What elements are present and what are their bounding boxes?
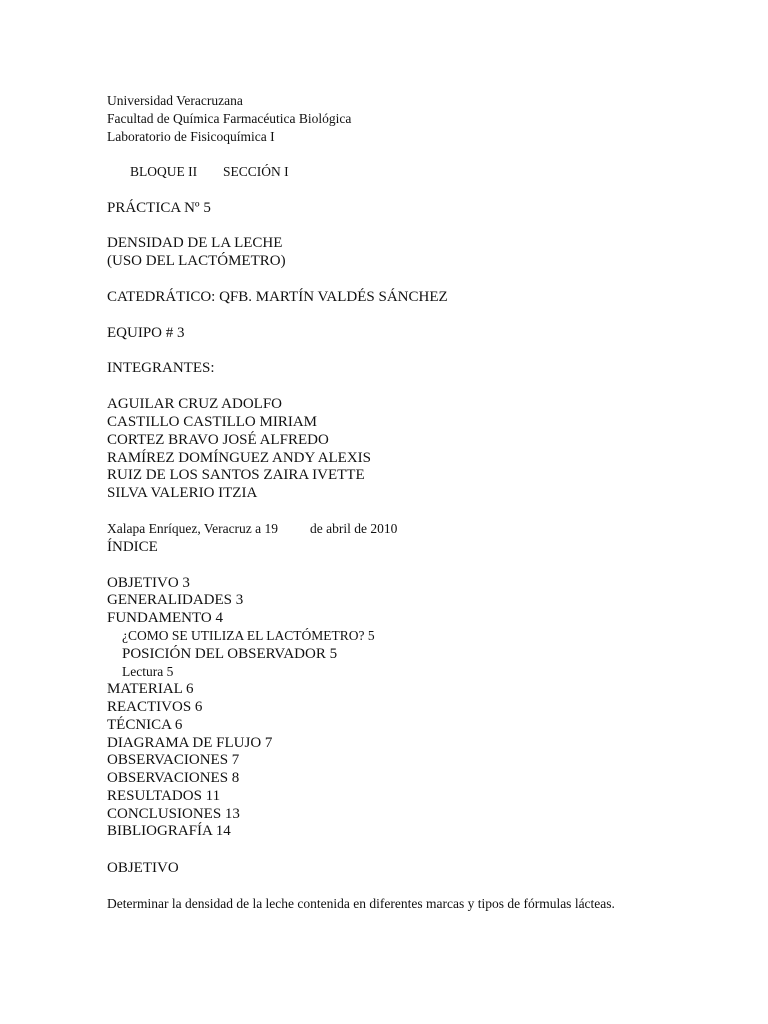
index-item: OBJETIVO 3 [107,575,190,591]
member-name: RUIZ DE LOS SANTOS ZAIRA IVETTE [107,467,365,483]
date-rest: de abril de 2010 [310,521,398,536]
title-line-1: DENSIDAD DE LA LECHE [107,235,283,251]
practice-number: PRÁCTICA Nº 5 [107,200,211,216]
bloque-label: BLOQUE II [130,164,198,179]
index-heading: ÍNDICE [107,539,158,555]
faculty-name: Facultad de Química Farmacéutica Biológica [107,111,352,126]
title-line-2: (USO DEL LACTÓMETRO) [107,253,286,269]
seccion-label: SECCIÓN I [223,164,289,179]
objective-heading: OBJETIVO [107,860,179,876]
professor: CATEDRÁTICO: QFB. MARTÍN VALDÉS SÁNCHEZ [107,289,448,305]
index-item: GENERALIDADES 3 [107,592,244,608]
index-item: OBSERVACIONES 7 [107,752,240,768]
index-item: OBSERVACIONES 8 [107,770,240,786]
index-item: BIBLIOGRAFÍA 14 [107,823,231,839]
date-place: Xalapa Enríquez, Veracruz a 19 [107,521,279,536]
member-name: RAMÍREZ DOMÍNGUEZ ANDY ALEXIS [107,450,372,466]
members-heading: INTEGRANTES: [107,360,215,376]
lab-name: Laboratorio de Fisicoquímica I [107,129,275,144]
index-item: CONCLUSIONES 13 [107,806,240,822]
index-item: FUNDAMENTO 4 [107,610,223,626]
objective-text: Determinar la densidad de la leche contenida en diferentes marcas y tipos de fórmulas lácteas. [107,896,615,911]
team-number: EQUIPO # 3 [107,325,185,341]
index-subitem: Lectura 5 [122,664,174,679]
index-item: DIAGRAMA DE FLUJO 7 [107,735,273,751]
index-item: TÉCNICA 6 [107,717,183,733]
index-item: RESULTADOS 11 [107,788,221,804]
member-name: SILVA VALERIO ITZIA [107,485,258,501]
index-subitem: ¿COMO SE UTILIZA EL LACTÓMETRO? 5 [122,628,375,643]
index-item: REACTIVOS 6 [107,699,203,715]
member-name: CASTILLO CASTILLO MIRIAM [107,414,317,430]
index-subitem: POSICIÓN DEL OBSERVADOR 5 [122,646,338,662]
member-name: CORTEZ BRAVO JOSÉ ALFREDO [107,432,329,448]
university-name: Universidad Veracruzana [107,93,243,108]
index-item: MATERIAL 6 [107,681,194,697]
member-name: AGUILAR CRUZ ADOLFO [107,396,283,412]
